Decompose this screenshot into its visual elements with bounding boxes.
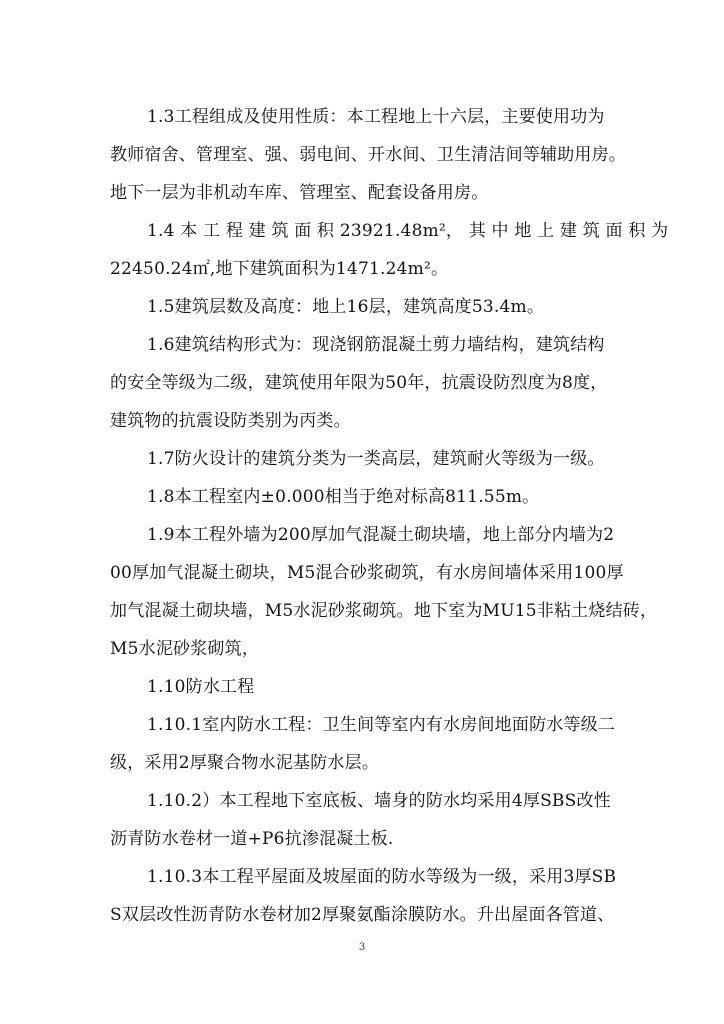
page-number: 3 <box>358 942 366 953</box>
paragraph-1-10-1-line-2: 级，采用2厚聚合物水泥基防水层。 <box>110 753 380 773</box>
paragraph-1-6-line-1: 1.6建筑结构形式为：现浇钢筋混凝土剪力墙结构，建筑结构 <box>147 335 605 355</box>
paragraph-1-4-line-1: 1.4 本 工 程 建 筑 面 积 23921.48m²， 其 中 地 上 建 筑 面 积 为 <box>147 221 669 241</box>
paragraph-1-7: 1.7防火设计的建筑分类为一类高层，建筑耐火等级为一级。 <box>147 449 605 469</box>
paragraph-1-10-3-line-1: 1.10.3本工程平屋面及坡屋面的防水等级为一级，采用3厚SB <box>147 867 617 887</box>
paragraph-1-4-line-2: 22450.24㎡,地下建筑面积为1471.24m²。 <box>110 259 449 279</box>
paragraph-1-3-line-1: 1.3工程组成及使用性质：本工程地上十六层，主要使用功为 <box>147 107 605 127</box>
paragraph-1-10-2-line-1: 1.10.2）本工程地下室底板、墙身的防水均采用4厚SBS改性 <box>147 791 611 811</box>
paragraph-1-9-line-4: M5水泥砂浆砌筑， <box>110 639 260 659</box>
paragraph-1-9-line-1: 1.9本工程外墙为200厚加气混凝土砌块墙，地上部分内墙为2 <box>147 525 615 545</box>
paragraph-1-6-line-3: 建筑物的抗震设防类别为丙类。 <box>110 411 351 431</box>
paragraph-1-10-2-line-2: 沥青防水卷材一道+P6抗渗混凝土板. <box>110 829 394 849</box>
paragraph-1-3-line-3: 地下一层为非机动车库、管理室、配套设备用房。 <box>110 183 489 203</box>
paragraph-1-10-1-line-1: 1.10.1室内防水工程：卫生间等室内有水房间地面防水等级二 <box>147 715 616 735</box>
paragraph-1-9-line-3: 加气混凝土砌块墙，M5水泥砂浆砌筑。地下室为MU15非粘土烧结砖， <box>110 601 658 621</box>
section-heading-1-10: 1.10防水工程 <box>147 677 255 697</box>
paragraph-1-5: 1.5建筑层数及高度：地上16层，建筑高度53.4m。 <box>147 297 545 317</box>
paragraph-1-8: 1.8本工程室内±0.000相当于绝对标高811.55m。 <box>147 487 540 507</box>
paragraph-1-6-line-2: 的安全等级为二级，建筑使用年限为50年，抗震设防烈度为8度， <box>110 373 608 393</box>
paragraph-1-10-3-line-2: S双层改性沥青防水卷材加2厚聚氨酯涂膜防水。升出屋面各管道、 <box>110 905 615 925</box>
paragraph-1-3-line-2: 教师宿舍、管理室、强、弱电间、开水间、卫生清洁间等辅助用房。 <box>110 145 626 165</box>
paragraph-1-9-line-2: 00厚加气混凝土砌块，M5混合砂浆砌筑，有水房间墙体采用100厚 <box>110 563 624 583</box>
